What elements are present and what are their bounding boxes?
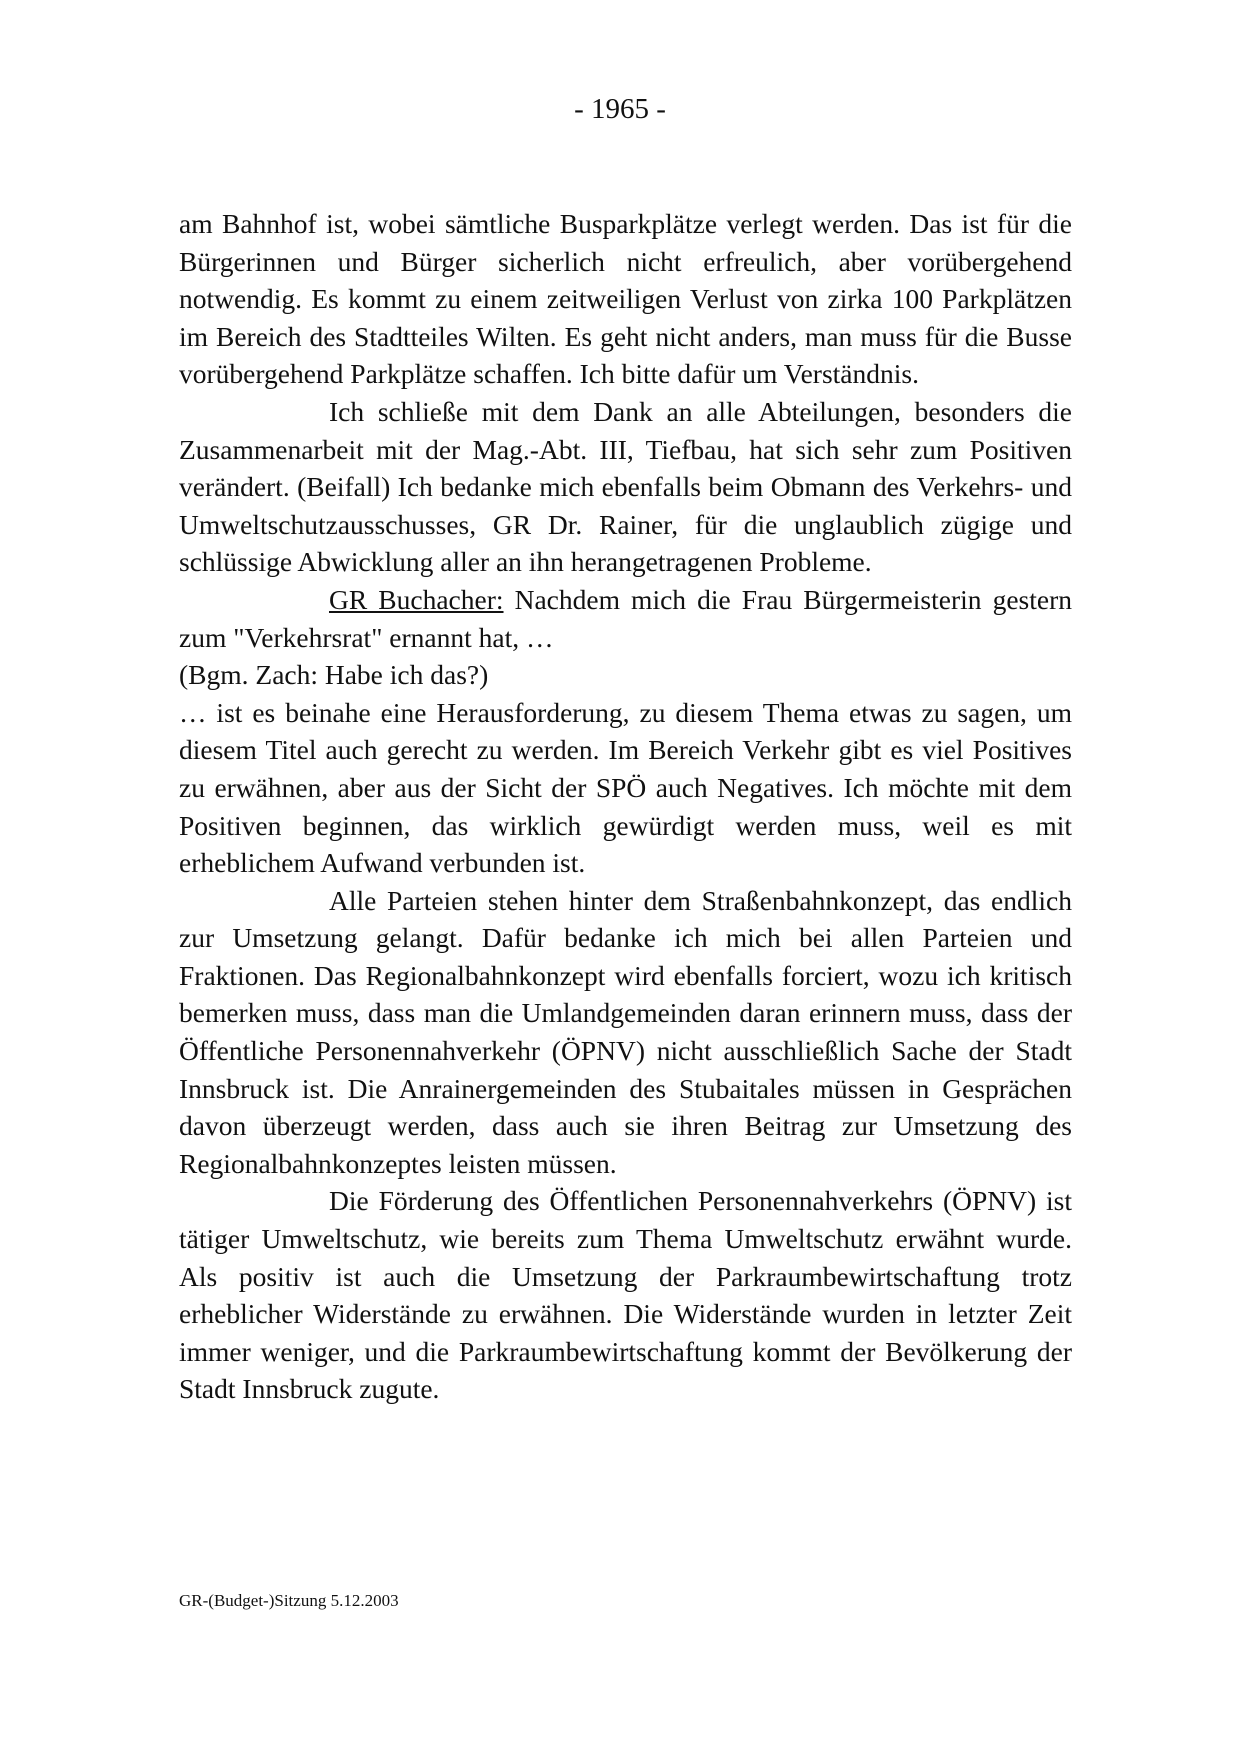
speaker-name: GR Buchacher: <box>329 583 504 615</box>
paragraph-bus-parking: am Bahnhof ist, wobei sämtliche Busparkplätze verlegt werden. Das ist für die Bürgerinnen und Bürger sicherlich nicht erfreulich, aber vorübergehend notwendig. Es kommt zu einem zeitweiligen Verlust von zirka 100 Parkplätzen im Bereich des Stadtteiles Wilten. Es geht nicht anders, man muss für die Busse vorübergehend Parkplätze schaffen. Ich bitte dafür um Verständnis. <box>179 208 1072 390</box>
paragraph-closing-thanks: Ich schließe mit dem Dank an alle Abteilungen, besonders die Zusammenarbeit mit der Mag.-Abt. III, Tiefbau, hat sich sehr zum Positiven verändert. (Beifall) Ich bedanke mich ebenfalls beim Obmann des Verkehrs- und Umweltschutzausschusses, GR Dr. Rainer, für die unglaublich zügige und schlüssige Abwicklung aller an ihn herangetragenen Probleme. <box>179 395 1072 578</box>
speaker-statement: Nachdem mich die Frau Bürgermeisterin gestern zum "Verkehrsrat" ernannt hat, … <box>179 583 1072 653</box>
paragraph-public-transport: Die Förderung des Öffentlichen Personennahverkehrs (ÖPNV) ist tätiger Umweltschutz, wie bereits zum Thema Umweltschutz erwähnt wurde. Als positiv ist auch die Umsetzung der Parkraumbewirtschaftung trotz erheblicher Widerstände zu erwähnen. Die Widerstände wurden in letzter Zeit immer weniger, und die Parkraumbewirtschaftung kommt der Bevölkerung der Stadt Innsbruck zugute. <box>179 1185 1072 1405</box>
page-number: - 1965 - <box>574 93 666 125</box>
paragraph-tram-concept: Alle Parteien stehen hinter dem Straßenbahnkonzept, das endlich zur Umsetzung gelangt. Dafür bedanke ich mich bei allen Parteien und Fraktionen. Das Regionalbahnkonzept wird ebenfalls forciert, wozu ich kritisch bemerken muss, dass man die Umlandgemeinden daran erinnern muss, dass der Öffentliche Personennahverkehr (ÖPNV) nicht ausschließlich Sache der Stadt Innsbruck ist. Die Anrainergemeinden des Stubaitales müssen in Gesprächen davon überzeugt werden, dass auch sie ihren Beitrag zur Umsetzung des Regionalbahnkonzeptes leisten müssen. <box>179 884 1072 1179</box>
paragraph-challenge: … ist es beinahe eine Herausforderung, zu diesem Thema etwas zu sagen, um diesem Titel auch gerecht zu werden. Im Bereich Verkehr gibt es viel Positives zu erwähnen, aber aus der Sicht der SPÖ auch Negatives. Ich möchte mit dem Positiven beginnen, das wirklich gewürdigt werden muss, weil es mit erheblichem Aufwand verbunden ist. <box>179 696 1072 879</box>
document-body <box>179 205 1072 1408</box>
paragraph-speaker-buchacher <box>179 581 1072 656</box>
footer-session-info: GR-(Budget-)Sitzung 5.12.2003 <box>179 1591 399 1610</box>
paragraph-interjection: (Bgm. Zach: Habe ich das?) <box>179 659 489 691</box>
